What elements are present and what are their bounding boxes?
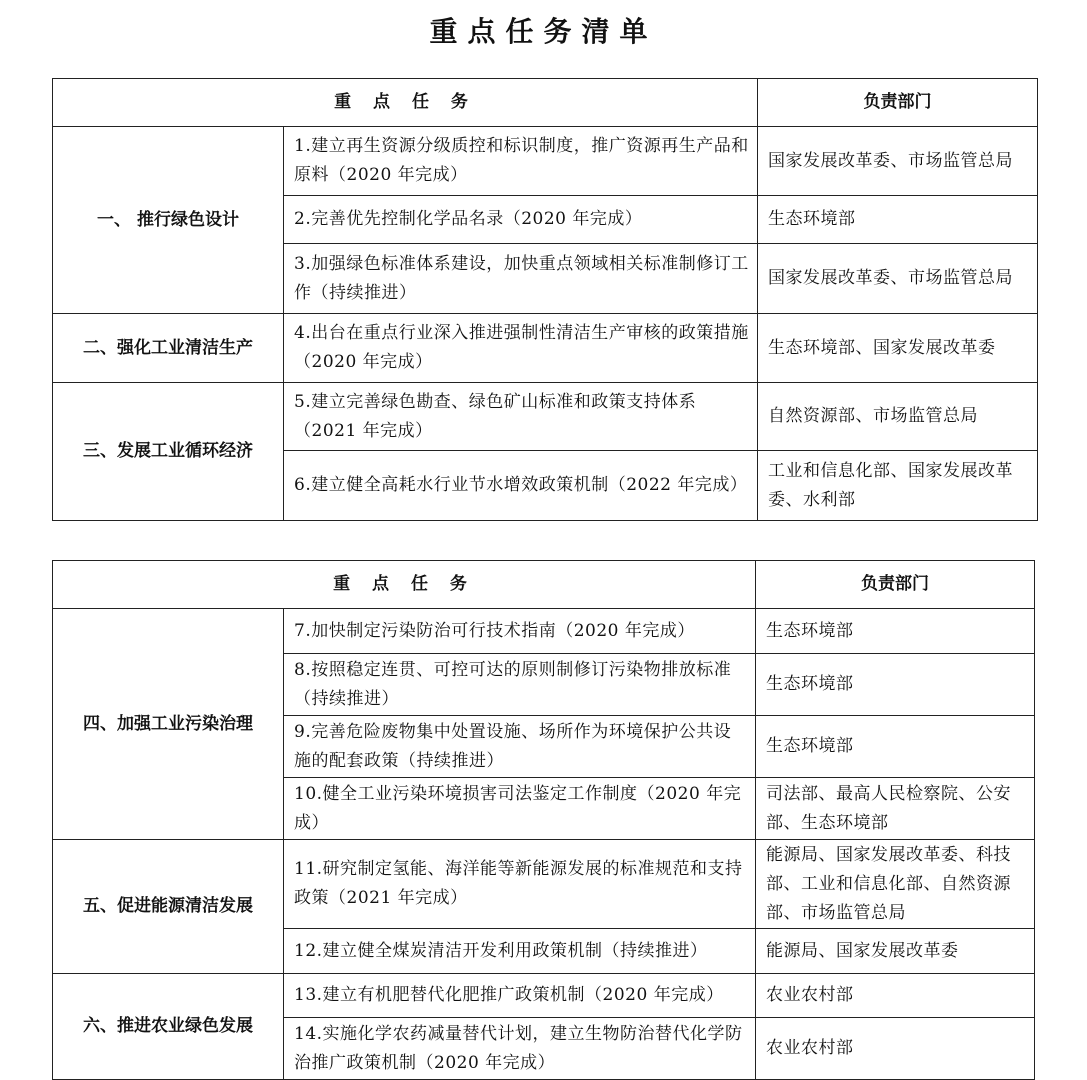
task-cell: 14.实施化学农药减量替代计划，建立生物防治替代化学防治推广政策机制（2020 年完成）	[284, 1018, 756, 1080]
header-dept: 负责部门	[758, 79, 1038, 127]
table-row	[53, 974, 1035, 1018]
dept-cell: 能源局、国家发展改革委	[756, 929, 1035, 974]
document-title: 重点任务清单	[429, 15, 658, 48]
dept-cell: 农业农村部	[756, 1018, 1035, 1080]
dept-cell: 司法部、最高人民检察院、公安部、生态环境部	[756, 778, 1035, 840]
table-header-row	[53, 561, 1035, 609]
task-cell: 5.建立完善绿色勘查、绿色矿山标准和政策支持体系（2021 年完成）	[284, 383, 758, 451]
table-row	[53, 609, 1035, 654]
dept-cell: 农业农村部	[756, 974, 1035, 1018]
task-cell: 13.建立有机肥替代化肥推广政策机制（2020 年完成）	[284, 974, 756, 1018]
table-row	[53, 127, 1038, 196]
category-cell: 三、发展工业循环经济	[53, 383, 284, 521]
dept-cell: 自然资源部、市场监管总局	[758, 383, 1038, 451]
header-dept: 负责部门	[756, 561, 1035, 609]
task-table-1	[52, 78, 1038, 521]
task-cell: 2.完善优先控制化学品名录（2020 年完成）	[284, 196, 758, 244]
dept-cell: 工业和信息化部、国家发展改革委、水利部	[758, 451, 1038, 521]
task-cell: 7.加快制定污染防治可行技术指南（2020 年完成）	[284, 609, 756, 654]
table-header-row	[53, 79, 1038, 127]
dept-cell: 生态环境部	[756, 609, 1035, 654]
dept-cell: 国家发展改革委、市场监管总局	[758, 244, 1038, 314]
category-cell: 六、推进农业绿色发展	[53, 974, 284, 1080]
category-cell: 一、 推行绿色设计	[53, 127, 284, 314]
category-cell: 二、强化工业清洁生产	[53, 314, 284, 383]
header-task: 重 点 任 务	[53, 561, 756, 609]
table-row	[53, 314, 1038, 383]
dept-cell: 生态环境部	[756, 716, 1035, 778]
category-cell: 四、加强工业污染治理	[53, 609, 284, 840]
dept-cell: 生态环境部	[756, 654, 1035, 716]
table-row	[53, 840, 1035, 929]
task-cell: 12.建立健全煤炭清洁开发利用政策机制（持续推进）	[284, 929, 756, 974]
task-cell: 8.按照稳定连贯、可控可达的原则制修订污染物排放标准（持续推进）	[284, 654, 756, 716]
task-cell: 9.完善危险废物集中处置设施、场所作为环境保护公共设施的配套政策（持续推进）	[284, 716, 756, 778]
task-cell: 10.健全工业污染环境损害司法鉴定工作制度（2020 年完成）	[284, 778, 756, 840]
task-cell: 6.建立健全高耗水行业节水增效政策机制（2022 年完成）	[284, 451, 758, 521]
task-cell: 1.建立再生资源分级质控和标识制度，推广资源再生产品和原料（2020 年完成）	[284, 127, 758, 196]
dept-cell: 生态环境部	[758, 196, 1038, 244]
header-task: 重 点 任 务	[53, 79, 758, 127]
dept-cell: 生态环境部、国家发展改革委	[758, 314, 1038, 383]
dept-cell: 能源局、国家发展改革委、科技部、工业和信息化部、自然资源部、市场监管总局	[756, 840, 1035, 929]
task-table-2	[52, 560, 1035, 1080]
task-cell: 3.加强绿色标准体系建设，加快重点领域相关标准制修订工作（持续推进）	[284, 244, 758, 314]
task-cell: 4.出台在重点行业深入推进强制性清洁生产审核的政策措施（2020 年完成）	[284, 314, 758, 383]
task-cell: 11.研究制定氢能、海洋能等新能源发展的标准规范和支持政策（2021 年完成）	[284, 840, 756, 929]
dept-cell: 国家发展改革委、市场监管总局	[758, 127, 1038, 196]
category-cell: 五、促进能源清洁发展	[53, 840, 284, 974]
table-row	[53, 383, 1038, 451]
